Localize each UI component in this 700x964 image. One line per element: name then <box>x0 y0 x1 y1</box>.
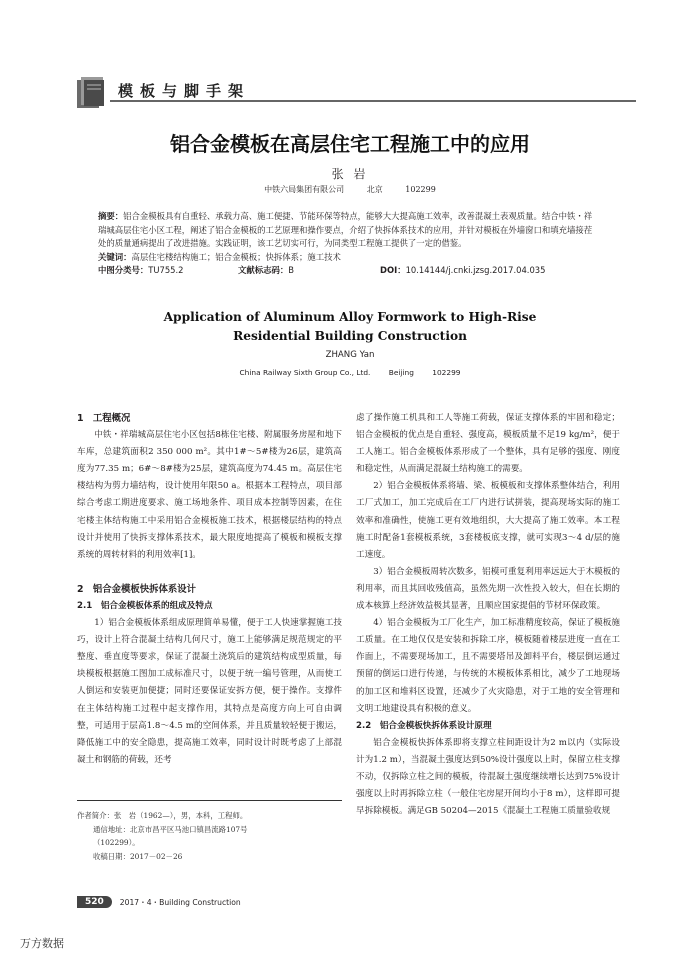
watermark: 万方数据 <box>20 937 64 950</box>
journal-info: 2017・4・Building Construction <box>119 897 241 907</box>
keywords: 关键词：高层住宅楼结构施工；铝合金模板；快拆体系；施工技术 <box>98 251 341 262</box>
heading-1: 1 工程概况 <box>77 413 131 424</box>
section-title: 模板与脚手架 <box>118 82 251 100</box>
page-footer <box>77 894 241 910</box>
affiliation-cn <box>0 184 700 195</box>
affiliation-city: 北京 <box>366 185 383 194</box>
affiliation-postcode: 102299 <box>405 185 436 194</box>
body-right-column <box>356 410 620 820</box>
paragraph: 4）铝合金模板为工厂化生产，加工标准精度较高，保证了模板施工质量。在工地仅仅是安装和拆除工序，模板随着楼层进度一直在工作面上，不需要现场加工，且不需要塔吊及卸料平台，楼层倒运通过预留的倒运口进行传递，与传统的木模板体系相比，减少了工地现场的加工区和堆料区设置，还减少了火灾隐患，对于工地的安全管理和文明工地建设具有积极的意义。 <box>356 618 620 714</box>
abstract-block <box>98 210 598 278</box>
book-stack-icon <box>76 76 106 110</box>
author-cn: 张 岩 <box>331 167 369 181</box>
affiliation-org: 中铁六局集团有限公司 <box>264 185 345 194</box>
paragraph: 虑了操作施工机具和工人等施工荷载，保证支撑体系的牢固和稳定；铝合金模板的优点是自重轻、强度高，模板质量不足19 kg/m²，便于工人施工。铝合金模板体系形成了一个整体，具有足够的强度、刚度和稳定性，从而满足混凝土结构施工的需要。 <box>356 413 620 475</box>
heading-2: 2 铝合金模板快拆体系设计 <box>77 583 197 595</box>
paragraph: 3）铝合金模板周转次数多，铝模可重复利用率远远大于木模板的利用率，而且其回收残值高，虽然先期一次性投入较大，但在长期的成本核算上经济效益极其显著，且顺应国家提倡的节材环保政策。 <box>356 566 620 612</box>
classification: 中图分类号：TU755.2 <box>98 265 184 275</box>
heading-2-2: 2.2 铝合金模板快拆体系设计原理 <box>356 720 492 731</box>
paper-title-en: Application of Aluminum Alloy Formwork to High-Rise Residential Building Construction <box>163 310 537 343</box>
doi: DOI：10.14144/j.cnki.jzsg.2017.04.035 <box>380 265 546 275</box>
body-left-column <box>77 410 342 769</box>
affiliation-en: China Railway Sixth Group Co., Ltd. Beijing 102299 <box>239 368 461 377</box>
paragraph: 1）铝合金模板体系组成原理简单易懂，便于工人快速掌握施工技巧，设计上符合混凝土结构几何尺寸，施工上能够满足规范规定的平整度、垂直度等要求，保证了混凝土浇筑后的建筑结构成型质量，每块模板根据施工图加工成标准尺寸，以便于统一编号管理，从而使工人倒运和安装更加便捷；同时还要保证安拆方便，便于操作。支撑件在主体结构施工过程中起支撑作用，其特点是高度方向上可自由调整，可适用于层高1.8～4.5 m的空间体系，并且质量较轻便于搬运，降低施工中的安全隐患，提高施工效率，同时设计时既考虑了上部混凝土和钢筋的荷载，还考 <box>77 618 342 765</box>
paragraph: 2）铝合金模板体系将墙、梁、板模板和支撑体系整体结合，利用工厂式加工，加工完成后在工厂内进行试拼装，提高现场实际的施工效率和准确性，使施工更有效地组织，大大提高了施工效率。本工程施工时配备1套模板系统，3套楼板底支撑，就可实现3～4 d/层的施工速度。 <box>356 481 620 560</box>
paragraph: 铝合金模板快拆体系即将支撑立柱间距设计为2 m以内（实际设计为1.2 m），当混凝土强度达到50%设计强度以上时，保留立柱支撑不动，仅拆除立柱之间的模板，待混凝土强度继续增长达到75%设计强度以上时再拆除立柱（一般住宅房屋开间均小于8 m），这样即可提早拆除模板。满足GB 50204—2015《混凝土工程施工质量验收规 <box>356 737 620 817</box>
heading-2-1: 2.1 铝合金模板体系的组成及特点 <box>77 600 213 611</box>
abstract: 摘要：铝合金模板具有自重轻、承载力高、施工便捷、节能环保等特点，能够大大提高施工效率，改善混凝土表观质量。结合中铁・祥瑞城高层住宅小区工程，阐述了铝合金模板的工艺原理和操作要点，介绍了快拆体系技术的应用，并针对模板在外墙窗口和填充墙接茬处的质量通病提出了改进措施。实践证明，该工艺切实可行，为同类型工程施工提供了一定的借鉴。 <box>98 211 593 248</box>
author-en: ZHANG Yan <box>325 350 375 360</box>
paper-title-cn: 铝合金模板在高层住宅工程施工中的应用 <box>170 132 530 156</box>
paragraph: 中铁・祥瑞城高层住宅小区包括8栋住宅楼、附属服务房屋和地下车库，总建筑面积2 350 000 m²。其中1#～5#楼为26层，建筑高度为77.35 m；6#～8#楼为25层，建筑高度为74.45 m。高层住宅楼结构为剪力墙结构，设计使用年限50 a。根据本工程特点，项目部综合考虑工期进度要求、施工场地条件、项目成本控制等因素，在住宅楼主体结构施工中采用铝合金模板施工技术，根据楼层结构的特点设计并使用了快拆支撑体系技术，最大限度地提高了模板和模板支撑系统的周转材料的利用效率[1]。 <box>77 430 342 560</box>
doc-code: 文献标志码：B <box>238 265 294 275</box>
meta-row <box>98 264 598 278</box>
author-footnote: 作者简介：张 岩（1962—），男，本科，工程师。 通信地址：北京市昌平区马池口镇昌流路107号 （102299）。 收稿日期：2017－02－26 <box>77 800 342 863</box>
page-number: 520 <box>77 896 112 908</box>
section-header <box>76 76 636 112</box>
